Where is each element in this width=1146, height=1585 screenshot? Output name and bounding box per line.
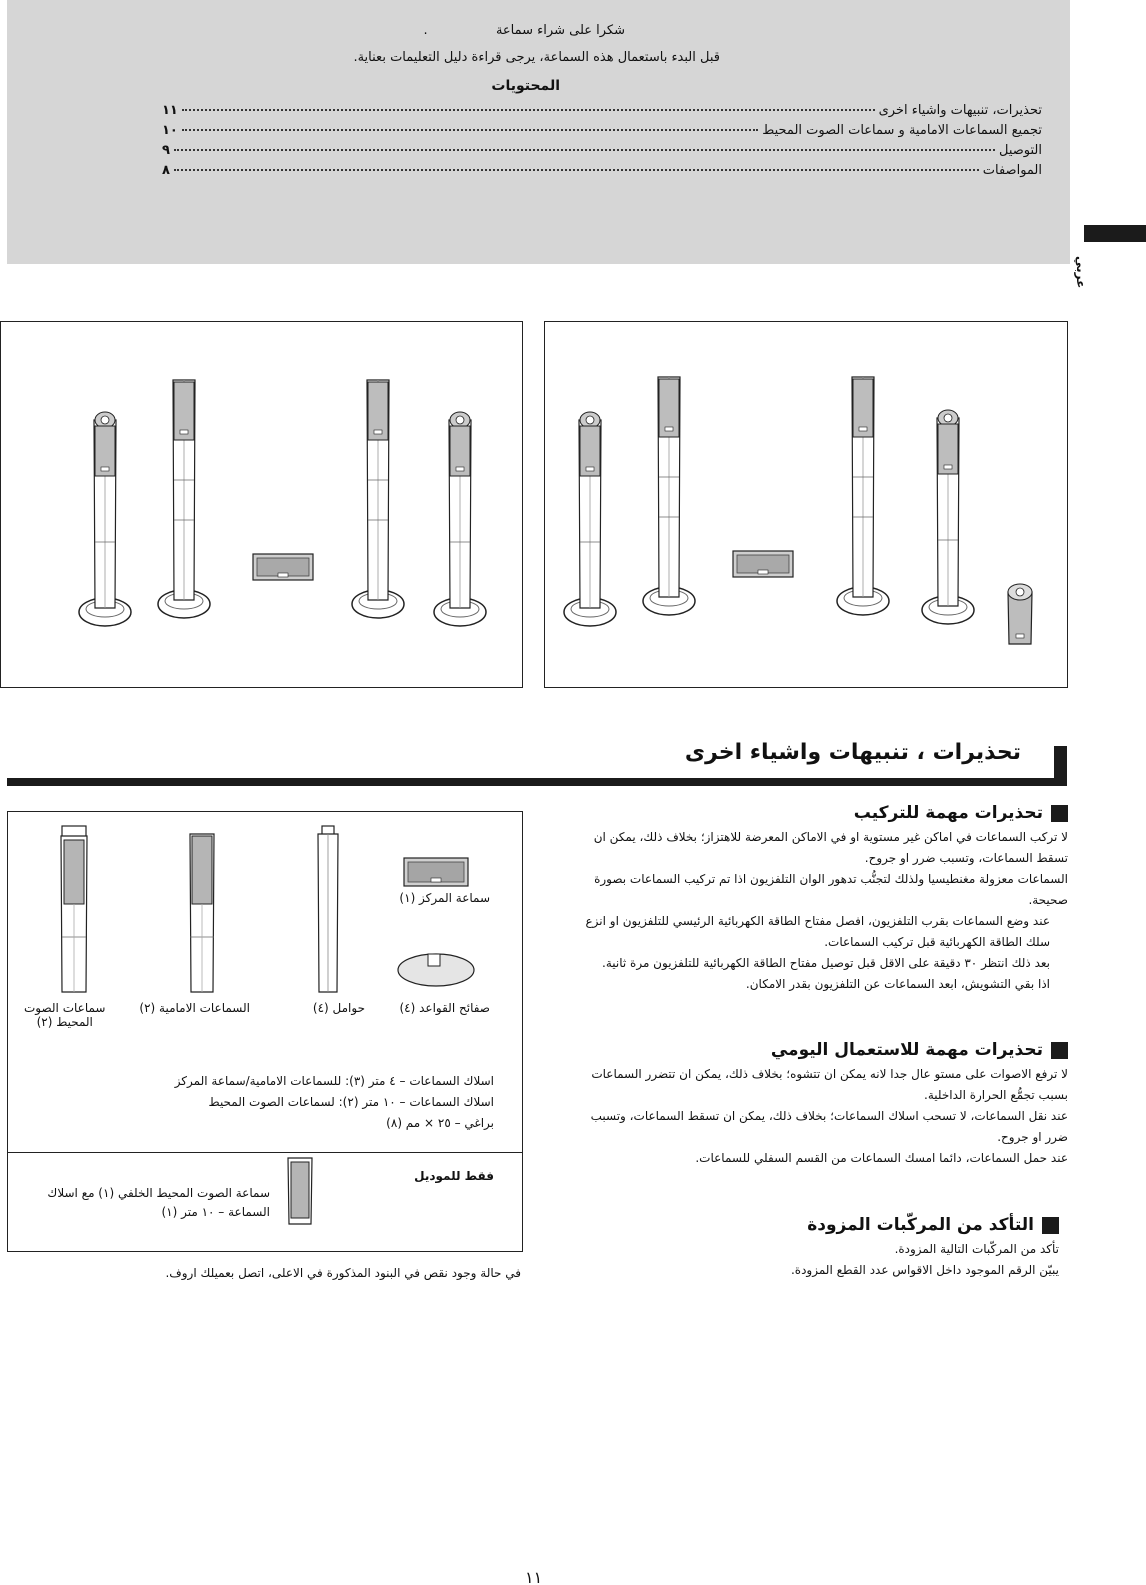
front-speaker-drawing: [190, 834, 214, 992]
toc-leader: [174, 149, 995, 151]
install-note: بعد ذلك انتظر ٣٠ دقيقة على الاقل قبل توصيل مفتاح الطاقة الكهربائية للتلفزيون مرة ثانية.: [602, 956, 1050, 970]
check-para: يبيّن الرقم الموجود داخل الاقواس عدد القطع المزودة.: [790, 1263, 1059, 1277]
rear-surround-speaker-drawing: [288, 1158, 312, 1224]
toc-leader: [182, 109, 875, 111]
toc-row[interactable]: [162, 163, 1042, 183]
install-note: عند وضع السماعات بقرب التلفزيون، افصل مفتاح الطاقة الكهربائية الرئيسي للتلفزيون او انزع سلك الطاقة الكهربائية قبل تركيب السماعات.: [585, 914, 1050, 949]
optional-model-description: سماعة الصوت المحيط الخلفي (١) مع اسلاك السماعة – ١٠ متر (١): [47, 1186, 270, 1219]
use-para: لا ترفع الاصوات على مستو عال جدا لانه يمكن ان تتشوه؛ بخلاف ذلك، يمكن ان تتضرر السماعات بسبب تجمُّع الحرارة الداخلية.: [591, 1067, 1068, 1102]
toc-page: ٩: [162, 143, 170, 158]
page-number: ١١: [525, 1568, 543, 1585]
intro-panel: [7, 0, 1070, 264]
daily-use-warnings: [583, 1040, 1068, 1169]
front-surround-system-illustration: [0, 321, 523, 688]
section-title: تحذيرات ، تنبيهات واشياء اخرى: [684, 740, 1021, 765]
thanks-mark: .: [423, 23, 428, 38]
use-heading-text: تحذيرات مهمة للاستعمال اليومي: [770, 1040, 1043, 1060]
surround-speaker-drawing: [61, 826, 87, 992]
toc-leader: [182, 129, 758, 131]
speaker-setup-drawing: [1, 322, 524, 689]
bullet-square-icon: [1042, 1217, 1059, 1234]
contents-title: المحتويات: [491, 78, 560, 94]
base-plate-drawing: [398, 954, 474, 986]
toc-title: تجميع السماعات الامامية و سماعات الصوت المحيط: [762, 123, 1042, 138]
install-para: لا تركب السماعات في اماكن غير مستوية او في الاماكن المعرضة للاهتزاز؛ بخلاف ذلك، يمكن ان تسقط السماعات، وتسبب ضرر او جروح.: [593, 830, 1068, 865]
toc-leader: [174, 169, 979, 171]
check-para: تأكد من المركّبات التالية المزودة.: [894, 1242, 1059, 1256]
install-para: السماعات معزولة مغنطيسيا ولذلك لتجنُّب تدهور الوان التلفزيون اذا تم تركيب السماعات بصورة صحيحة.: [594, 872, 1068, 907]
toc-row[interactable]: [162, 123, 1042, 143]
center-speaker-label: سماعة المركز (١): [399, 891, 490, 905]
toc-title: التوصيل: [998, 143, 1042, 158]
check-accessories: [574, 1215, 1059, 1281]
rear-surround-system-illustration: [544, 321, 1068, 688]
use-para: عند نقل السماعات، لا تسحب اسلاك السماعات؛ بخلاف ذلك، يمكن ان تسقط السماعات، وتسبب ضرر او جروح.: [590, 1109, 1068, 1144]
accessories-box: [7, 811, 523, 1252]
toc-row[interactable]: [162, 103, 1042, 123]
optional-model-title: فقط للموديل: [414, 1169, 494, 1183]
missing-items-note: في حالة وجود نقص في البنود المذكورة في الاعلى، اتصل بعميلك اروف.: [165, 1266, 521, 1280]
use-heading: [583, 1040, 1068, 1060]
screws-line: براغي – ٢٥ × مم (٨): [386, 1116, 494, 1130]
language-tab-label: عربي: [1074, 256, 1088, 289]
read-manual-text: قبل البدء باستعمال هذه السماعة، يرجى قراءة دليل التعليمات بعناية.: [353, 50, 720, 65]
check-heading: [574, 1215, 1059, 1235]
toc-row[interactable]: [162, 143, 1042, 163]
toc-page: ١١: [162, 103, 178, 118]
accessories-divider: [8, 1152, 522, 1153]
section-rule: [7, 778, 1067, 786]
install-heading-text: تحذيرات مهمة للتركيب: [853, 803, 1043, 823]
install-note: اذا بقي التشويش، ابعد السماعات عن التلفزيون بقدر الامكان.: [745, 977, 1050, 991]
bullet-square-icon: [1051, 1042, 1068, 1059]
cable-front-line: اسلاك السماعات – ٤ متر (٣): للسماعات الامامية/سماعة المركز: [174, 1074, 494, 1088]
thanks-text: شكرا على شراء سماعة: [495, 23, 625, 38]
install-warnings: [583, 803, 1068, 995]
check-heading-text: التأكد من المركّبات المزودة: [807, 1215, 1034, 1235]
toc-page: ٨: [162, 163, 170, 178]
poles-label: حوامل (٤): [312, 1001, 365, 1015]
front-speakers-label: السماعات الامامية (٢): [139, 1001, 250, 1015]
bases-label: صفائح القواعد (٤): [399, 1001, 490, 1015]
cable-surround-line: اسلاك السماعات – ١٠ متر (٢): لسماعات الصوت المحيط: [208, 1095, 494, 1109]
thanks-line: [424, 23, 625, 38]
center-speaker-drawing: [404, 858, 468, 886]
toc-title: المواصفات: [982, 163, 1042, 178]
surround-speakers-label: سماعات الصوت المحيط (٢): [24, 1001, 106, 1029]
speaker-setup-drawing-rear: [545, 322, 1069, 689]
toc-title: تحذيرات، تنبيهات واشياء اخرى: [878, 103, 1042, 118]
table-of-contents: [162, 103, 1042, 183]
language-tab: [1084, 225, 1146, 242]
bullet-square-icon: [1051, 805, 1068, 822]
section-rule-tab: [1054, 746, 1067, 786]
toc-page: ١٠: [162, 123, 178, 138]
install-heading: [583, 803, 1068, 823]
use-para: عند حمل السماعات، دائما امسك السماعات من القسم السفلي للسماعات.: [695, 1151, 1068, 1165]
pole-drawing: [318, 826, 338, 992]
